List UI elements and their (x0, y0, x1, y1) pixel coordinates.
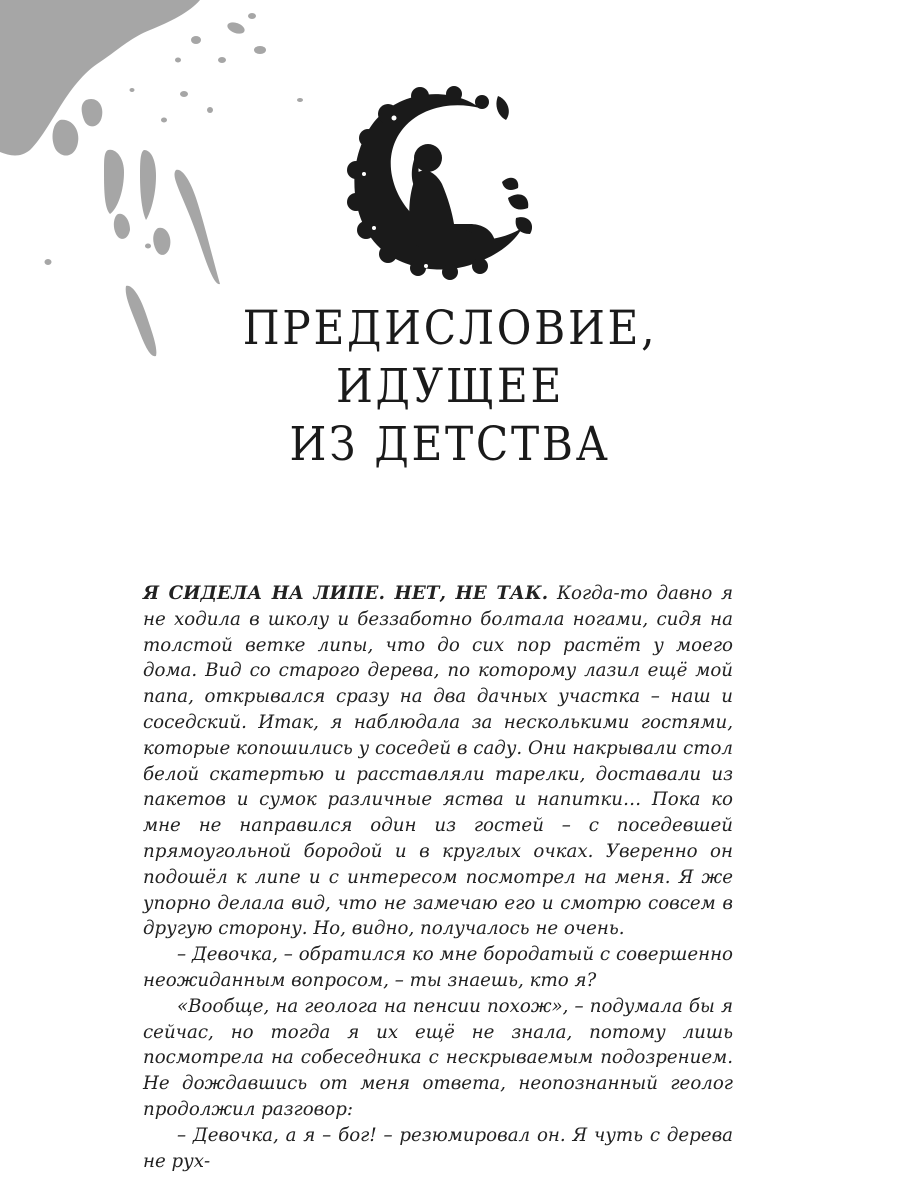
paragraph-3: «Вообще, на геолога на пенсии похож», – подумала бы я сейчас, но тогда я их ещё не знала, потому лишь посмотрела на собеседника с нескрываемым подозрением. Не дождавшись от меня ответа, неопознанный геолог продолжил разговор: (143, 995, 733, 1120)
paragraph-1 (143, 581, 733, 942)
chapter-title-line-2: ИДУЩЕЕ (335, 359, 565, 414)
paragraph-2: – Девочка, – обратился ко мне бородатый с совершенно неожиданным вопросом, – ты знаешь, кто я? (143, 944, 733, 991)
chapter-title-line-1: ПРЕДИСЛОВИЕ, (242, 301, 658, 356)
lead-in: Я СИДЕЛА НА ЛИПЕ. НЕТ, НЕ ТАК. (143, 583, 549, 604)
paragraph-1-text: Когда-то давно я не ходила в школу и беззаботно болтала ногами, сидя на толстой ветке липы, что до сих пор растёт у моего дома. Вид со старого дерева, по которому лазил ещё мой папа, открывался сразу на два дачных участка – наш и соседский. Итак, я наблюдала за несколькими гостями, которые копошились у соседей в саду. Они накрывали стол белой скатертью и расставляли тарелки, доставали из пакетов и сумок различные яства и напитки… Пока ко мне не направился один из гостей – с поседевшей прямоугольной бородой и в круглых очках. Уверенно он подошёл к липе и с интересом посмотрел на меня. Я же упорно делала вид, что не замечаю его и смотрю совсем в другую сторону. Но, видно, получалось не очень. (143, 583, 733, 940)
paragraph-4: – Девочка, а я – бог! – резюмировал он. Я чуть с дерева не рух- (143, 1124, 733, 1172)
chapter-body (143, 581, 733, 1174)
chapter-title-line-3: ИЗ ДЕТСТВА (289, 417, 611, 472)
crescent-girl-silhouette-icon (330, 78, 540, 288)
chapter-title (171, 300, 729, 474)
